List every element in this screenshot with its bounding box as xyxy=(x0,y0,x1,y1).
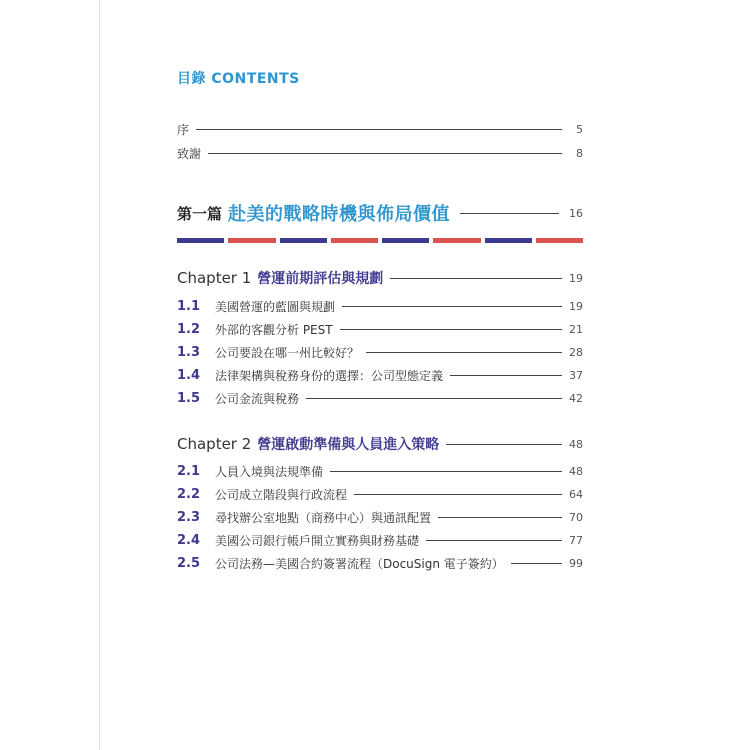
section-number: 2.1 xyxy=(177,464,201,479)
section-number: 1.1 xyxy=(177,299,201,314)
section-page: 99 xyxy=(569,557,583,570)
section-page: 70 xyxy=(569,511,583,524)
section-label: 美國公司銀行帳戶開立實務與財務基礎 xyxy=(215,534,420,548)
chapter-page: 19 xyxy=(569,271,583,285)
section-label: 尋找辦公室地點（商務中心）與通訊配置 xyxy=(215,511,432,525)
stripe-segment xyxy=(280,238,327,243)
section-number: 1.3 xyxy=(177,345,201,360)
section-number: 2.4 xyxy=(177,533,201,548)
leader-line xyxy=(426,540,562,541)
section-number: 1.2 xyxy=(177,322,201,337)
stripe-segment xyxy=(228,238,275,243)
section-page: 19 xyxy=(569,300,583,313)
stripe-segment xyxy=(331,238,378,243)
section-number: 2.3 xyxy=(177,510,201,525)
leader-line xyxy=(511,563,562,564)
toc-section-1-5[interactable] xyxy=(177,390,583,407)
section-page: 42 xyxy=(569,392,583,405)
leader-line xyxy=(196,129,562,130)
part-prefix: 第一篇 xyxy=(177,204,223,223)
toc-entry-acknowledgements[interactable] xyxy=(177,145,583,162)
toc-title: 目錄 CONTENTS xyxy=(177,71,300,87)
section-number: 2.2 xyxy=(177,487,201,502)
section-label: 人員入境與法規準備 xyxy=(215,465,324,479)
section-page: 48 xyxy=(569,465,583,478)
toc-chapter-2[interactable] xyxy=(177,434,583,454)
leader-line xyxy=(446,444,562,445)
part-title: 赴美的戰略時機與佈局價值 xyxy=(228,204,451,225)
leader-line xyxy=(330,471,562,472)
toc-section-2-2[interactable] xyxy=(177,486,583,503)
entry-page: 8 xyxy=(576,147,583,160)
section-page: 64 xyxy=(569,488,583,501)
section-label: 法律架構與稅務身份的選擇：公司型態定義 xyxy=(215,369,444,383)
entry-label: 致謝 xyxy=(177,147,202,161)
leader-line xyxy=(460,213,559,214)
leader-line xyxy=(208,153,562,154)
section-number: 1.5 xyxy=(177,391,201,406)
chapter-title: 營運前期評估與規劃 xyxy=(257,271,384,287)
page-edge-line xyxy=(99,0,100,750)
chapter-prefix: Chapter 2 xyxy=(177,435,252,453)
toc-section-2-1[interactable] xyxy=(177,463,583,480)
section-label: 美國營運的藍圖與規劃 xyxy=(215,300,336,314)
stripe-segment xyxy=(177,238,224,243)
toc-section-2-4[interactable] xyxy=(177,532,583,549)
leader-line xyxy=(342,306,562,307)
toc-section-1-3[interactable] xyxy=(177,344,583,361)
part-page: 16 xyxy=(569,206,583,220)
stripe-segment xyxy=(536,238,583,243)
leader-line xyxy=(390,278,562,279)
stripe-segment xyxy=(485,238,532,243)
stripe-segment xyxy=(382,238,429,243)
entry-page: 5 xyxy=(576,123,583,136)
toc-section-1-4[interactable] xyxy=(177,367,583,384)
entry-label: 序 xyxy=(177,123,190,137)
section-number: 2.5 xyxy=(177,556,201,571)
section-label: 公司法務—美國合約簽署流程（DocuSign 電子簽約） xyxy=(215,557,504,571)
toc-section-1-2[interactable] xyxy=(177,321,583,338)
section-page: 77 xyxy=(569,534,583,547)
section-page: 21 xyxy=(569,323,583,336)
section-label: 外部的客觀分析 PEST xyxy=(215,323,333,337)
leader-line xyxy=(366,352,562,353)
section-label: 公司成立階段與行政流程 xyxy=(215,488,348,502)
section-label: 公司金流與稅務 xyxy=(215,392,300,406)
toc-section-2-3[interactable] xyxy=(177,509,583,526)
decorative-stripes xyxy=(177,238,583,243)
toc-part-1[interactable] xyxy=(177,200,583,226)
toc-section-2-5[interactable] xyxy=(177,555,583,572)
section-label: 公司要設在哪一州比較好？ xyxy=(215,346,360,360)
toc-chapter-1[interactable] xyxy=(177,268,583,288)
section-page: 28 xyxy=(569,346,583,359)
stripe-segment xyxy=(433,238,480,243)
toc-section-1-1[interactable] xyxy=(177,298,583,315)
chapter-title: 營運啟動準備與人員進入策略 xyxy=(257,437,440,453)
toc-entry-preface[interactable] xyxy=(177,121,583,138)
chapter-page: 48 xyxy=(569,437,583,451)
leader-line xyxy=(438,517,562,518)
leader-line xyxy=(354,494,562,495)
section-page: 37 xyxy=(569,369,583,382)
chapter-prefix: Chapter 1 xyxy=(177,269,252,287)
section-number: 1.4 xyxy=(177,368,201,383)
leader-line xyxy=(306,398,562,399)
leader-line xyxy=(340,329,562,330)
leader-line xyxy=(450,375,562,376)
